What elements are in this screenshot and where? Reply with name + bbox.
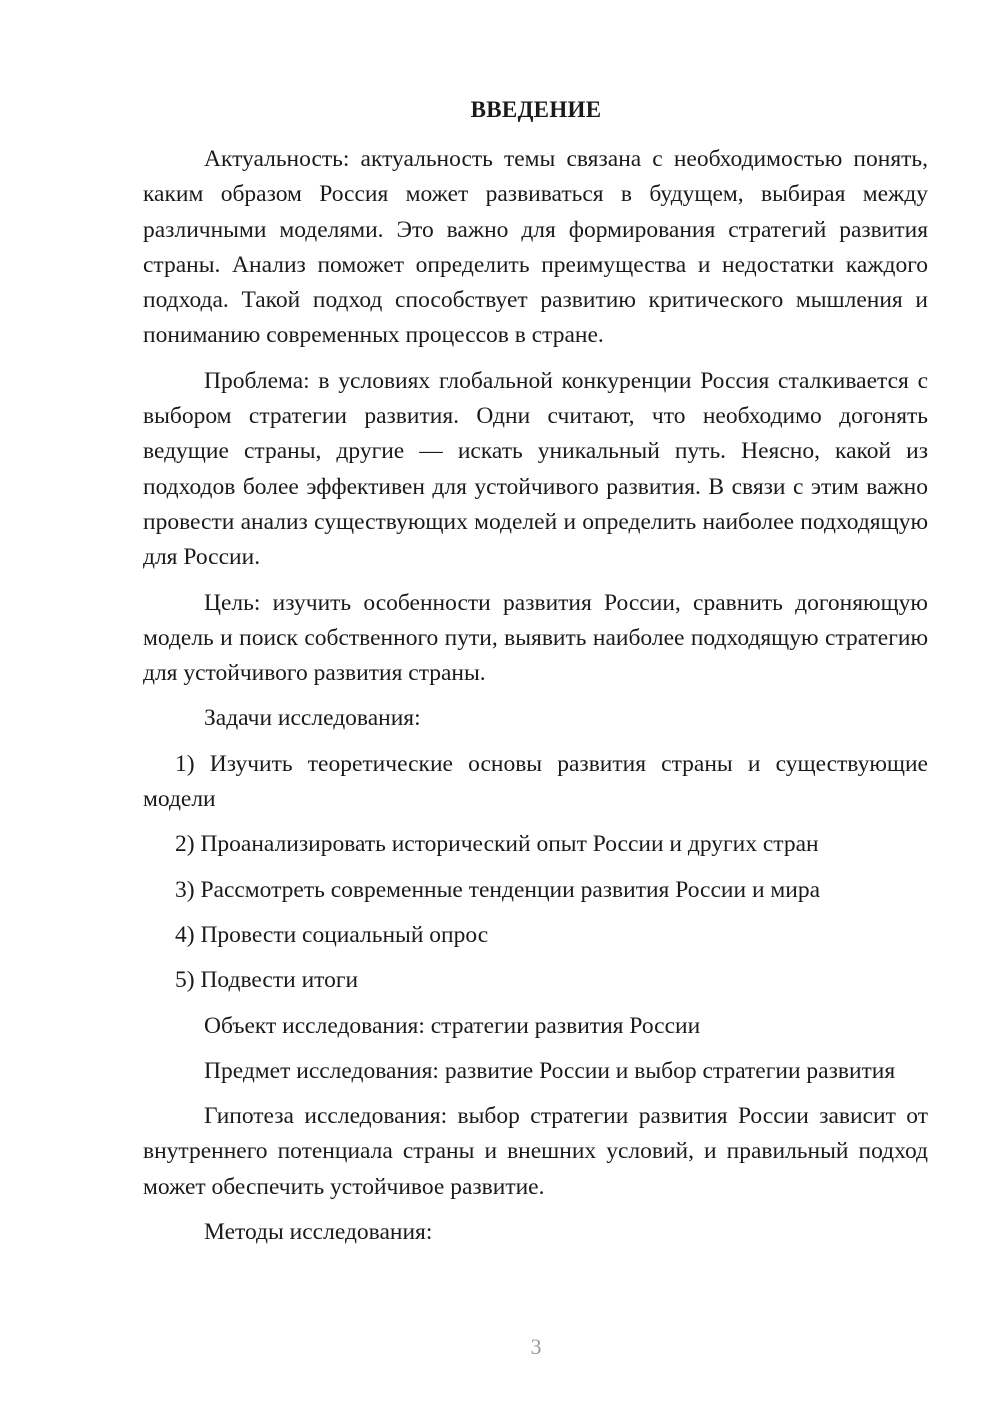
paragraph-tasks-heading: Задачи исследования: [204,705,421,732]
paragraph-relevance: Актуальность: актуальность темы связана с необходимостью понять, каким образом Россия может развиваться в будущем, выбирая между различными моделями. Это важно для формирования стратегий развития страны. Анализ поможет определить преимущества и недостатки каждого подхода. Такой подход способствует развитию критического мышления и пониманию современных процессов в стране. [143,146,928,349]
paragraph-methods: Методы исследования: [204,1219,433,1246]
page-body [143,142,928,1260]
task-item-2: 2) Проанализировать исторический опыт России и других стран [175,831,819,858]
page-number: 3 [530,1334,542,1359]
page-title: ВВЕДЕНИЕ [470,97,602,122]
task-item-1: 1) Изучить теоретические основы развития страны и существующие модели [143,750,928,813]
paragraph-hypothesis: Гипотеза исследования: выбор стратегии развития России зависит от внутреннего потенциала страны и внешних условий, и правильный подход может обеспечить устойчивое развитие. [143,1103,928,1200]
paragraph-problem: Проблема: в условиях глобальной конкуренции Россия сталкивается с выбором стратегии развития. Одни считают, что необходимо догонять ведущие страны, другие — искать уникальный путь. Неясно, какой из подходов более эффективен для устойчивого развития. В связи с этим важно провести анализ существующих моделей и определить наиболее подходящую для России. [143,367,928,571]
task-item-3: 3) Рассмотреть современные тенденции развития России и мира [175,876,821,903]
paragraph-object: Объект исследования: стратегии развития России [204,1012,701,1039]
paragraph-subject: Предмет исследования: развитие России и выбор стратегии развития [204,1057,896,1084]
paragraph-goal: Цель: изучить особенности развития России, сравнить догоняющую модель и поиск собственного пути, выявить наиболее подходящую стратегию для устойчивого развития страны. [143,589,928,687]
task-item-5: 5) Подвести итоги [175,967,359,994]
task-item-4: 4) Провести социальный опрос [175,921,489,948]
